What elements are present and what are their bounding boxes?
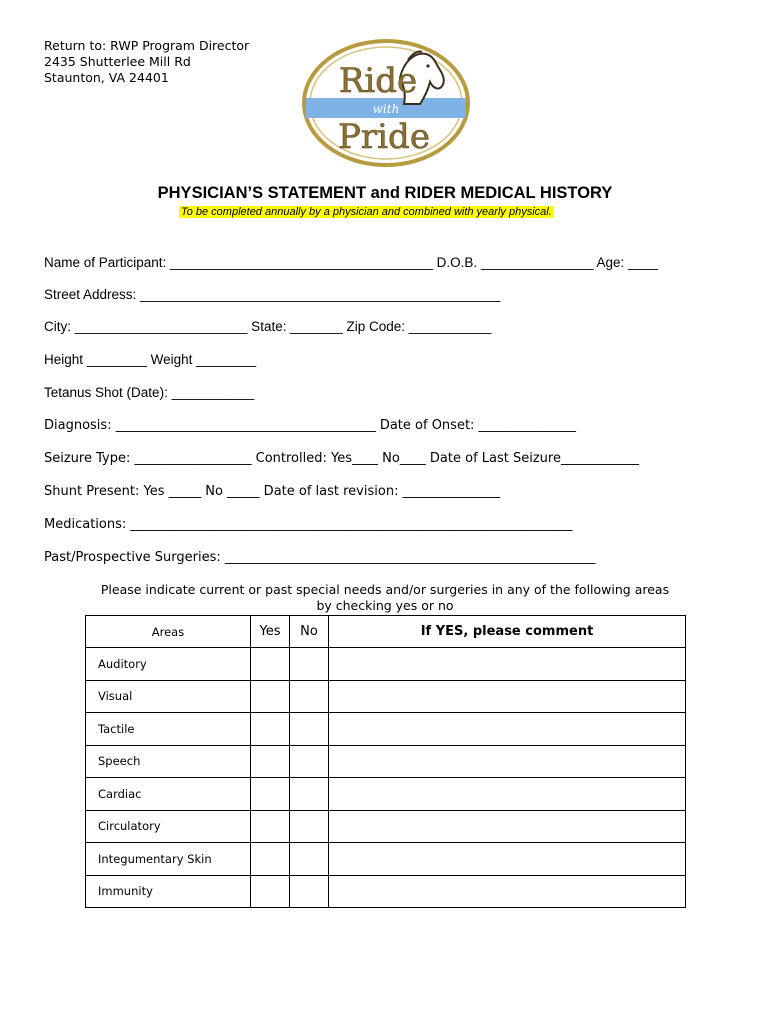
comment-cell[interactable] (329, 778, 686, 811)
no-checkbox-cell[interactable] (290, 778, 329, 811)
areas-header: Areas (86, 616, 251, 648)
yes-checkbox-cell[interactable] (251, 680, 290, 713)
table-row (86, 843, 686, 876)
height-weight-field[interactable]: Height ________ Weight ________ (44, 352, 257, 367)
comment-cell[interactable] (329, 843, 686, 876)
yes-checkbox-cell[interactable] (251, 713, 290, 746)
city-state-zip-field[interactable]: City: _______________________ State: _______ Zip Code: ___________ (44, 319, 492, 334)
yes-checkbox-cell[interactable] (251, 745, 290, 778)
no-header: No (290, 616, 329, 648)
table-row (86, 680, 686, 713)
table-row (86, 713, 686, 746)
table-header-row (86, 616, 686, 648)
yes-header: Yes (251, 616, 290, 648)
medications-field[interactable]: Medications: ____________________________________________________________________ (44, 517, 573, 532)
comment-header: If YES, please comment (329, 616, 686, 648)
no-checkbox-cell[interactable] (290, 648, 329, 681)
no-checkbox-cell[interactable] (290, 810, 329, 843)
no-checkbox-cell[interactable] (290, 875, 329, 908)
comment-cell[interactable] (329, 713, 686, 746)
comment-cell[interactable] (329, 875, 686, 908)
area-name-cell: Immunity (86, 875, 251, 908)
logo-word-ride: Ride (338, 61, 418, 101)
street-address-field[interactable]: Street Address: ________________________________________________ (44, 287, 501, 302)
instructions-line: by checking yes or no (316, 598, 454, 613)
comment-cell[interactable] (329, 745, 686, 778)
logo-graphic (300, 38, 472, 168)
table-row (86, 745, 686, 778)
table-row (86, 875, 686, 908)
no-checkbox-cell[interactable] (290, 745, 329, 778)
table-row (86, 648, 686, 681)
area-name-cell: Integumentary Skin (86, 843, 251, 876)
shunt-field[interactable]: Shunt Present: Yes _____ No _____ Date of last revision: _______________ (44, 484, 501, 499)
yes-checkbox-cell[interactable] (251, 875, 290, 908)
area-name-cell: Auditory (86, 648, 251, 681)
yes-checkbox-cell[interactable] (251, 648, 290, 681)
yes-checkbox-cell[interactable] (251, 843, 290, 876)
table-instructions (80, 582, 690, 614)
return-address-line: Staunton, VA 24401 (44, 70, 169, 85)
areas-table (85, 615, 686, 908)
area-name-cell: Cardiac (86, 778, 251, 811)
tetanus-shot-field[interactable]: Tetanus Shot (Date): ___________ (44, 385, 255, 400)
comment-cell[interactable] (329, 810, 686, 843)
no-checkbox-cell[interactable] (290, 713, 329, 746)
return-address (44, 38, 249, 86)
return-address-line: Return to: RWP Program Director (44, 38, 250, 53)
area-name-cell: Tactile (86, 713, 251, 746)
comment-cell[interactable] (329, 648, 686, 681)
yes-checkbox-cell[interactable] (251, 810, 290, 843)
yes-checkbox-cell[interactable] (251, 778, 290, 811)
areas-table-body (86, 648, 686, 908)
no-checkbox-cell[interactable] (290, 843, 329, 876)
surgeries-field[interactable]: Past/Prospective Surgeries: _________________________________________________________ (44, 550, 596, 565)
area-name-cell: Visual (86, 680, 251, 713)
logo-word-with: with (372, 102, 400, 116)
area-name-cell: Circulatory (86, 810, 251, 843)
ride-with-pride-logo (300, 38, 472, 168)
table-row (86, 810, 686, 843)
table-row (86, 778, 686, 811)
name-dob-age-field[interactable]: Name of Participant: ___________________________________ D.O.B. _______________ Age: ____ (44, 255, 659, 270)
logo-word-pride: Pride (338, 117, 430, 157)
area-name-cell: Speech (86, 745, 251, 778)
instructions-line: Please indicate current or past special needs and/or surgeries in any of the following areas (100, 582, 670, 597)
no-checkbox-cell[interactable] (290, 680, 329, 713)
return-address-line: 2435 Shutterlee Mill Rd (44, 54, 191, 69)
diagnosis-field[interactable]: Diagnosis: ________________________________________ Date of Onset: _______________ (44, 418, 577, 433)
seizure-field[interactable]: Seizure Type: __________________ Controlled: Yes____ No____ Date of Last Seizure____________ (44, 451, 639, 466)
page-subtitle: To be completed annually by a physician and combined with yearly physical. (181, 206, 552, 218)
comment-cell[interactable] (329, 680, 686, 713)
page-title: PHYSICIAN’S STATEMENT and RIDER MEDICAL HISTORY (157, 184, 613, 202)
